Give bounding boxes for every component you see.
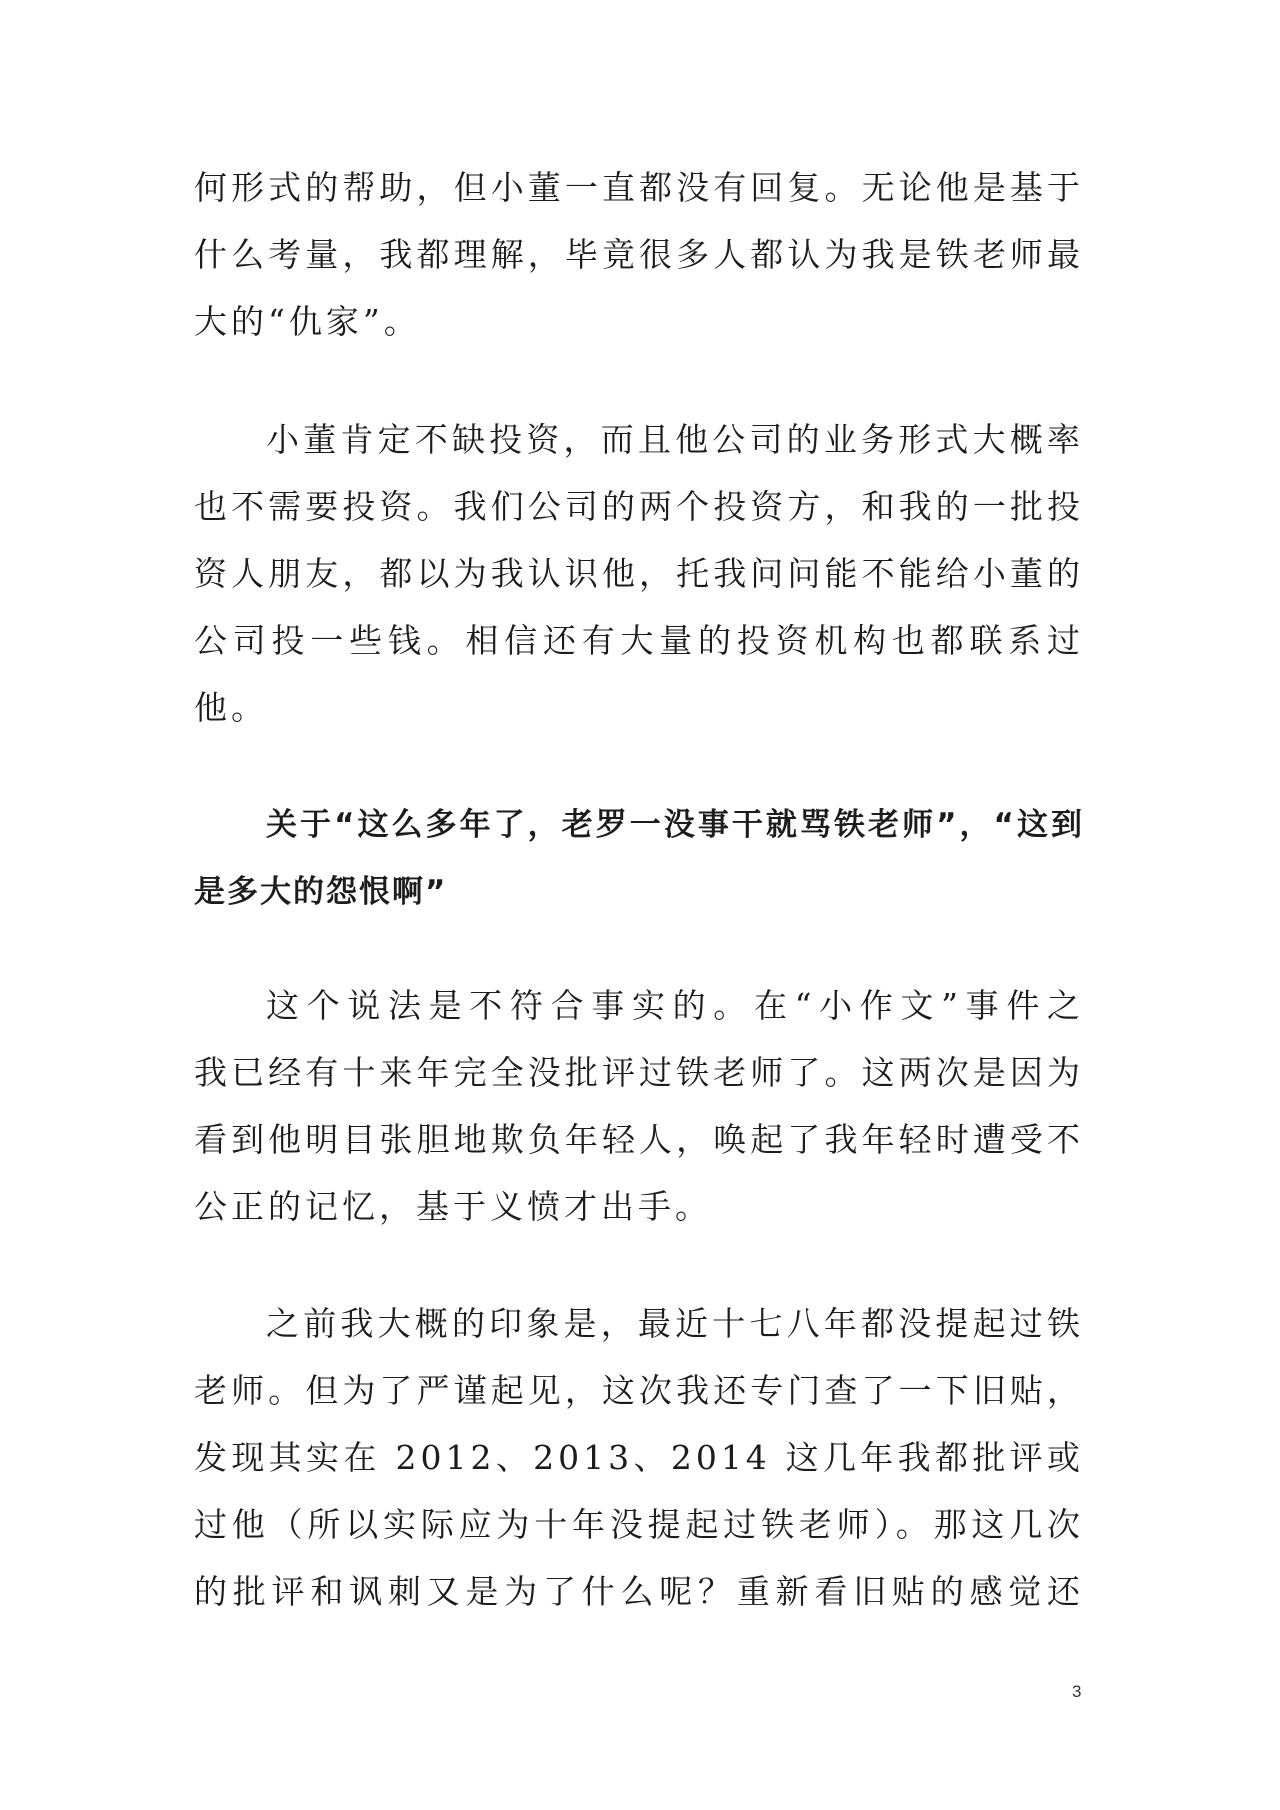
heading-line: 关于“这么多年了，老罗一没事干就骂铁老师”，“这到 <box>266 807 1084 843</box>
paragraph-1 <box>194 154 1084 355</box>
paragraph-3 <box>194 972 1084 1240</box>
paragraph-line: 资人朋友，都以为我认识他，托我问问能不能给小董的 <box>194 554 1084 593</box>
paragraph-line: 之前我大概的印象是，最近十七八年都没提起过铁 <box>266 1304 1084 1343</box>
paragraph-line: 大的“仇家”。 <box>194 302 421 341</box>
paragraph-2 <box>194 406 1084 741</box>
heading-line: 是多大的怨恨啊” <box>194 874 448 910</box>
paragraph-4 <box>194 1290 1084 1625</box>
paragraph-line: 过他（所以实际应为十年没提起过铁老师）。那这几次 <box>194 1505 1084 1544</box>
paragraph-line: 公正的记忆，基于义愤才出手。 <box>194 1187 712 1226</box>
paragraph-line: 何形式的帮助，但小董一直都没有回复。无论他是基于 <box>194 168 1084 207</box>
paragraph-line: 什么考量，我都理解，毕竟很多人都认为我是铁老师最 <box>194 235 1084 274</box>
paragraph-line: 的批评和讽刺又是为了什么呢？重新看旧贴的感觉还 <box>194 1572 1084 1611</box>
page-number: 3 <box>1072 1682 1082 1701</box>
paragraph-line: 公司投一些钱。相信还有大量的投资机构也都联系过 <box>194 621 1084 660</box>
paragraph-line: 这个说法是不符合事实的。在“小作文”事件之 <box>266 986 1084 1025</box>
paragraph-line: 他。 <box>194 688 268 727</box>
paragraph-line: 老师。但为了严谨起见，这次我还专门查了一下旧贴， <box>194 1371 1084 1410</box>
section-heading <box>194 792 1084 926</box>
paragraph-line: 也不需要投资。我们公司的两个投资方，和我的一批投 <box>194 487 1084 526</box>
paragraph-line: 小董肯定不缺投资，而且他公司的业务形式大概率 <box>266 420 1084 459</box>
paragraph-line: 看到他明目张胆地欺负年轻人，唤起了我年轻时遭受不 <box>194 1120 1084 1159</box>
paragraph-line: 发现其实在 2012、2013、2014 这几年我都批评或 <box>194 1438 1084 1477</box>
paragraph-line: 我已经有十来年完全没批评过铁老师了。这两次是因为 <box>194 1053 1084 1092</box>
